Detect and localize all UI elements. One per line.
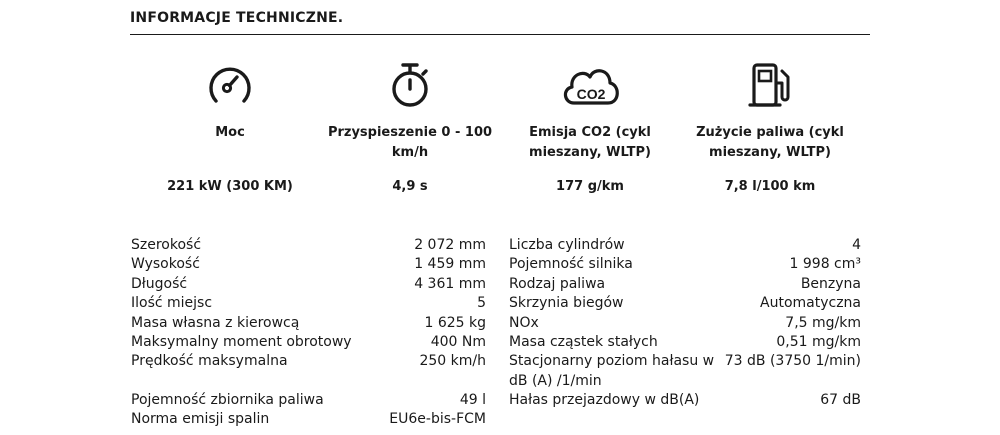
spec-row	[509, 236, 861, 255]
spec-value: 7,5 mg/km	[785, 314, 861, 331]
stat-value: 177 g/km	[556, 179, 624, 194]
spec-label: Wysokość	[131, 256, 200, 273]
spec-row	[509, 275, 861, 294]
spec-row	[509, 391, 861, 410]
stat-value: 4,9 s	[392, 179, 428, 194]
spec-label: Skrzynia biegów	[509, 295, 624, 312]
spec-label: Ilość miejsc	[131, 295, 213, 312]
spec-value: 73 dB (3750 1/min)	[724, 353, 861, 370]
stat-label: Moc	[215, 125, 245, 140]
spec-value: 2 072 mm	[414, 237, 486, 253]
spec-label: Norma emisji spalin	[131, 411, 270, 428]
spec-row	[131, 410, 486, 429]
spec-row	[131, 294, 486, 313]
spec-row	[131, 352, 486, 371]
spec-value: Automatyczna	[760, 295, 861, 312]
spec-label: Stacjonarny poziom hałasu w dB (A) /1/min	[509, 353, 715, 389]
spec-value: 4	[852, 237, 861, 253]
spec-table-left	[131, 236, 486, 430]
spec-row	[131, 255, 486, 274]
spec-value: 400 Nm	[430, 334, 486, 351]
spec-value: 1 459 mm	[414, 256, 486, 273]
stopwatch-icon	[384, 55, 436, 115]
stat-value: 221 kW (300 KM)	[167, 179, 293, 194]
spec-label: NOx	[509, 314, 539, 331]
spec-label: Maksymalny moment obrotowy	[131, 334, 352, 351]
spec-value: 0,51 mg/km	[776, 334, 861, 351]
stat-value: 7,8 l/100 km	[724, 179, 816, 194]
stat-acceleration	[320, 55, 500, 205]
spec-value: 4 361 mm	[414, 275, 486, 292]
spec-label: Prędkość maksymalna	[131, 353, 288, 370]
spec-label: Masa własna z kierowcą	[131, 314, 300, 331]
spec-row	[131, 333, 486, 352]
spec-value: Benzyna	[800, 275, 861, 292]
spec-row	[509, 294, 861, 313]
spec-value: 49 l	[459, 391, 486, 408]
stat-label: Zużycie paliwa (cykl mieszany, WLTP)	[696, 125, 844, 160]
stat-label: Emisja CO2 (cykl mieszany, WLTP)	[529, 125, 651, 160]
spacer	[131, 372, 486, 391]
spec-row	[131, 314, 486, 333]
spec-value: 1 625 kg	[424, 314, 486, 331]
spec-row	[509, 314, 861, 333]
spec-label: Masa cząstek stałych	[509, 334, 658, 351]
spec-label: Rodzaj paliwa	[509, 275, 606, 292]
spec-value: 1 998 cm³	[789, 256, 861, 273]
stat-power	[140, 55, 320, 205]
spec-row	[131, 236, 486, 255]
spec-label: Szerokość	[131, 237, 202, 253]
spec-label: Liczba cylindrów	[509, 237, 625, 253]
spec-label: Pojemność zbiornika paliwa	[131, 391, 324, 408]
spec-row	[131, 391, 486, 410]
stat-co2	[500, 55, 680, 205]
spec-value: 250 km/h	[419, 353, 486, 370]
speedometer-icon	[204, 55, 256, 115]
spec-label: Hałas przejazdowy w dB(A)	[509, 392, 700, 409]
spec-value: 5	[477, 295, 486, 312]
stat-label: Przyspieszenie 0 - 100 km/h	[327, 125, 493, 160]
key-stats	[140, 55, 860, 205]
spec-value: EU6e-bis-FCM	[389, 411, 486, 428]
spec-table-right	[509, 236, 861, 411]
spec-row	[509, 255, 861, 274]
section-title: INFORMACJE TECHNICZNE.	[130, 10, 344, 26]
spec-row	[131, 275, 486, 294]
spec-label: Pojemność silnika	[509, 256, 633, 273]
co2-cloud-icon	[558, 55, 622, 115]
spec-row	[509, 333, 861, 352]
stat-fuel	[680, 55, 860, 205]
section-header	[130, 10, 870, 35]
spec-label: Długość	[131, 275, 188, 292]
spec-row	[509, 352, 861, 391]
co2-icon-text: CO2	[576, 86, 606, 102]
spec-value: 67 dB	[820, 392, 861, 409]
fuel-pump-icon	[744, 55, 796, 115]
